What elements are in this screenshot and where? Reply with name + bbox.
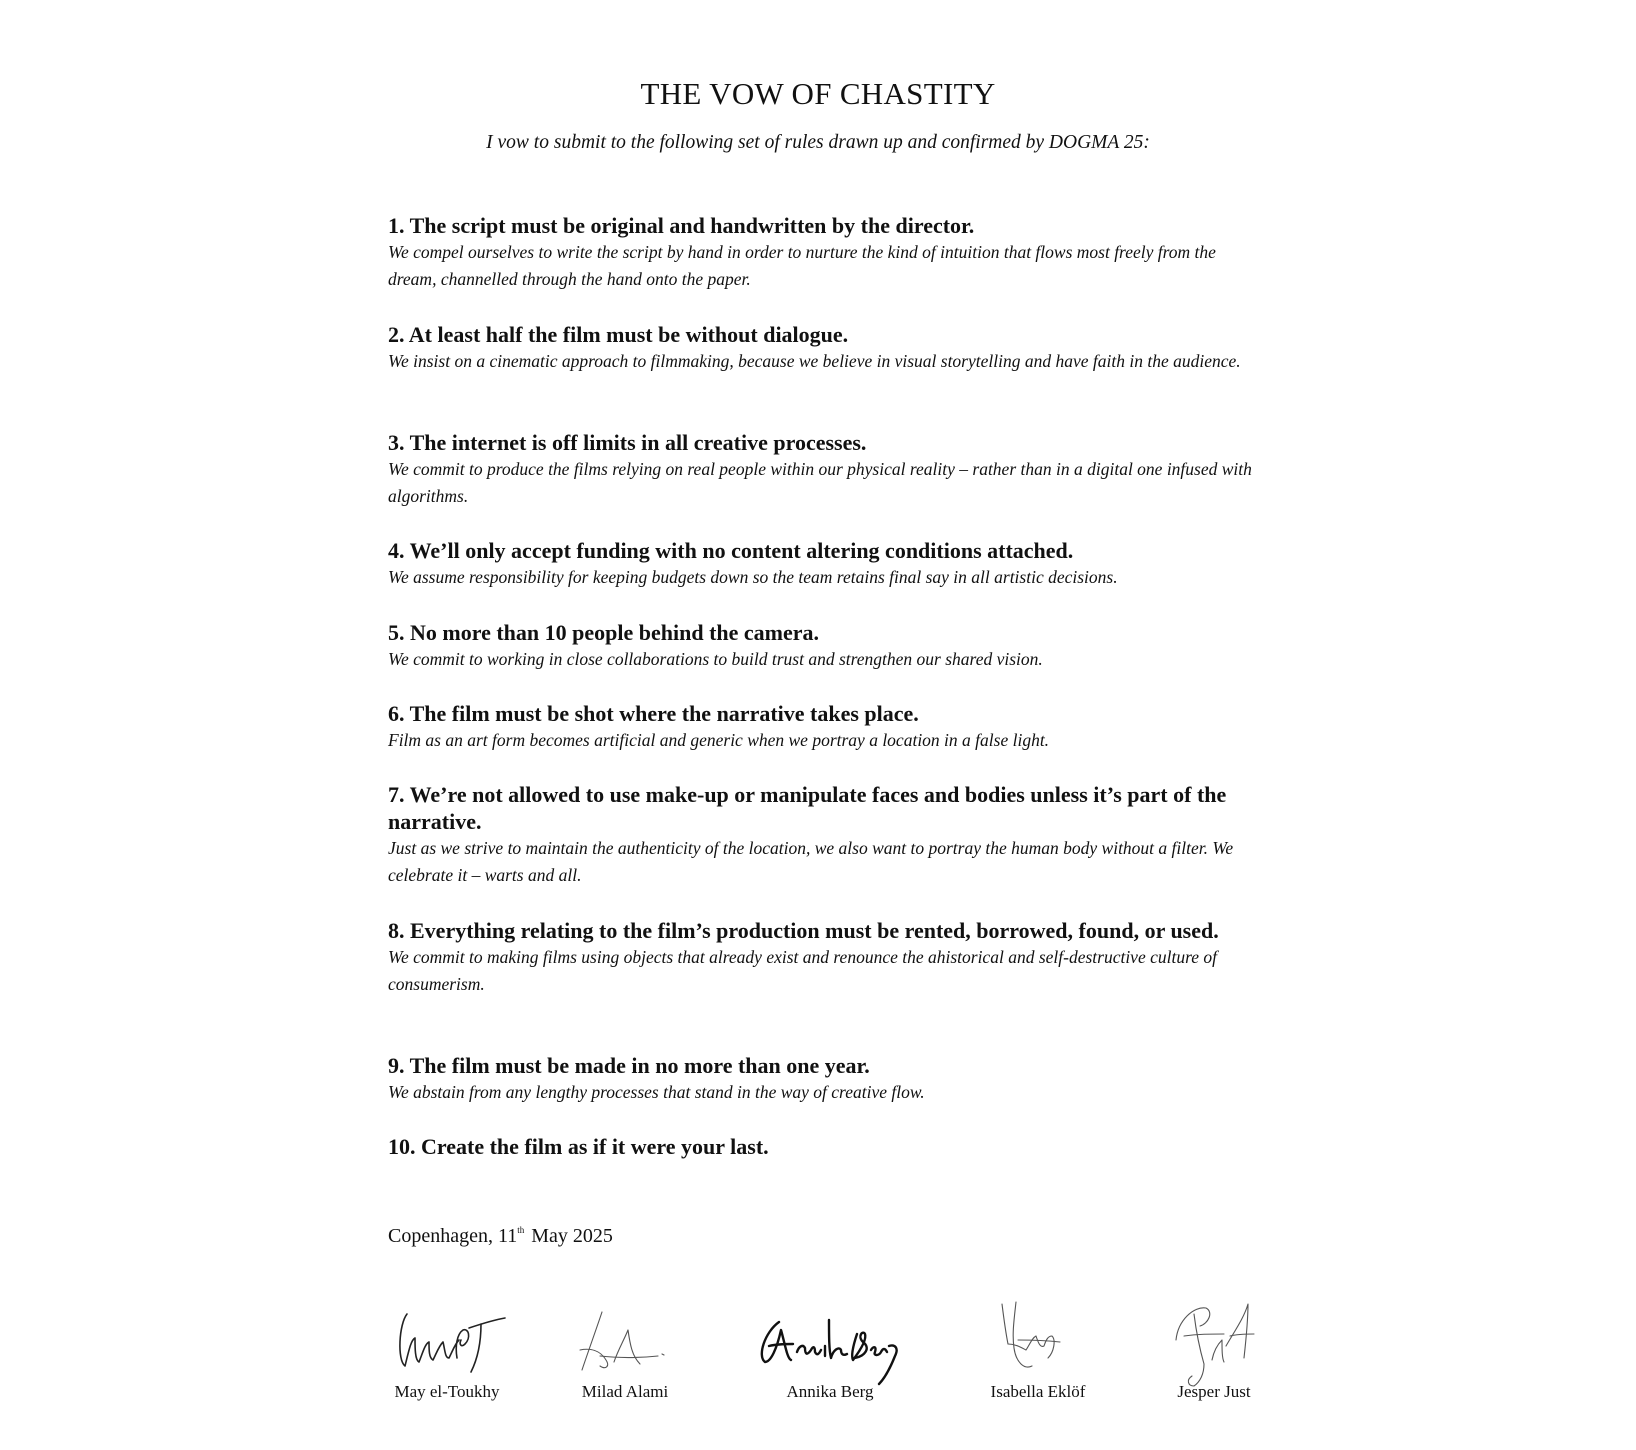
signature-block — [1164, 1300, 1264, 1410]
signatory-name: Jesper Just — [1177, 1382, 1251, 1401]
rule-explanation: We commit to working in close collaborations to build trust and strengthen our shared vision. — [388, 649, 1043, 669]
rule-7 — [388, 781, 1268, 889]
signatory-name: Milad Alami — [581, 1382, 669, 1401]
rule-explanation: We insist on a cinematic approach to filmmaking, because we believe in visual storytelling and have faith in the audience. — [388, 351, 1241, 371]
signature-drawing — [570, 1300, 680, 1390]
signature-drawing — [980, 1300, 1096, 1390]
rule-explanation: We abstain from any lengthy processes that stand in the way of creative flow. — [388, 1082, 925, 1102]
rule-heading: 9. The film must be made in no more than one year. — [388, 1053, 870, 1078]
signature-drawing — [1164, 1300, 1264, 1390]
rule-explanation: We compel ourselves to write the script by hand in order to nurture the kind of intuition that flows most freely from the dream, channelled through the hand onto the paper. — [388, 242, 1216, 289]
rule-heading: 4. We’ll only accept funding with no content altering conditions attached. — [388, 538, 1074, 563]
rule-explanation: We assume responsibility for keeping budgets down so the team retains final say in all artistic decisions. — [388, 567, 1118, 587]
rule-heading: 10. Create the film as if it were your last. — [388, 1134, 769, 1159]
rule-heading: 5. No more than 10 people behind the camera. — [388, 620, 820, 645]
signature-block — [755, 1300, 905, 1410]
rule-2 — [388, 321, 1268, 375]
rule-heading: 7. We’re not allowed to use make-up or manipulate faces and bodies unless it’s part of the narrative. — [388, 782, 1227, 834]
rule-explanation: We commit to produce the films relying on real people within our physical reality – rather than in a digital one infused with algorithms. — [388, 459, 1252, 506]
rule-3 — [388, 429, 1268, 510]
place-and-date — [388, 1225, 613, 1248]
place-date-city: Copenhagen, 11 — [388, 1225, 518, 1247]
place-date-rest: May 2025 — [526, 1225, 613, 1247]
rule-6 — [388, 700, 1268, 754]
rule-heading: 8. Everything relating to the film’s production must be rented, borrowed, found, or used. — [388, 918, 1219, 943]
rule-explanation: Film as an art form becomes artificial and generic when we portray a location in a false light. — [388, 730, 1050, 750]
signature-block — [570, 1300, 680, 1410]
signatory-name: Annika Berg — [786, 1382, 874, 1401]
signature-block — [385, 1300, 509, 1410]
rule-1 — [388, 212, 1268, 293]
date-ordinal-suffix: th — [517, 1225, 525, 1235]
signature-block — [980, 1300, 1096, 1410]
document-title: THE VOW OF CHASTITY — [640, 76, 996, 111]
rule-heading: 2. At least half the film must be without dialogue. — [388, 322, 849, 347]
rule-8 — [388, 917, 1268, 998]
rule-explanation: We commit to making films using objects that already exist and renounce the ahistorical and self-destructive culture of consumerism. — [388, 947, 1218, 994]
signatory-name: Isabella Eklöf — [990, 1382, 1086, 1401]
signature-drawing — [385, 1300, 509, 1390]
rule-heading: 1. The script must be original and handwritten by the director. — [388, 213, 975, 238]
rule-5 — [388, 619, 1268, 673]
rule-heading: 6. The film must be shot where the narrative takes place. — [388, 701, 919, 726]
rule-4 — [388, 537, 1268, 591]
rule-heading: 3. The internet is off limits in all creative processes. — [388, 430, 867, 455]
rule-9 — [388, 1052, 1268, 1106]
rule-explanation: Just as we strive to maintain the authenticity of the location, we also want to portray the human body without a filter. We celebrate it – warts and all. — [388, 838, 1234, 885]
signatory-name: May el-Toukhy — [394, 1382, 500, 1401]
rule-10 — [388, 1133, 1268, 1160]
document-intro: I vow to submit to the following set of rules drawn up and confirmed by DOGMA 25: — [486, 132, 1150, 153]
